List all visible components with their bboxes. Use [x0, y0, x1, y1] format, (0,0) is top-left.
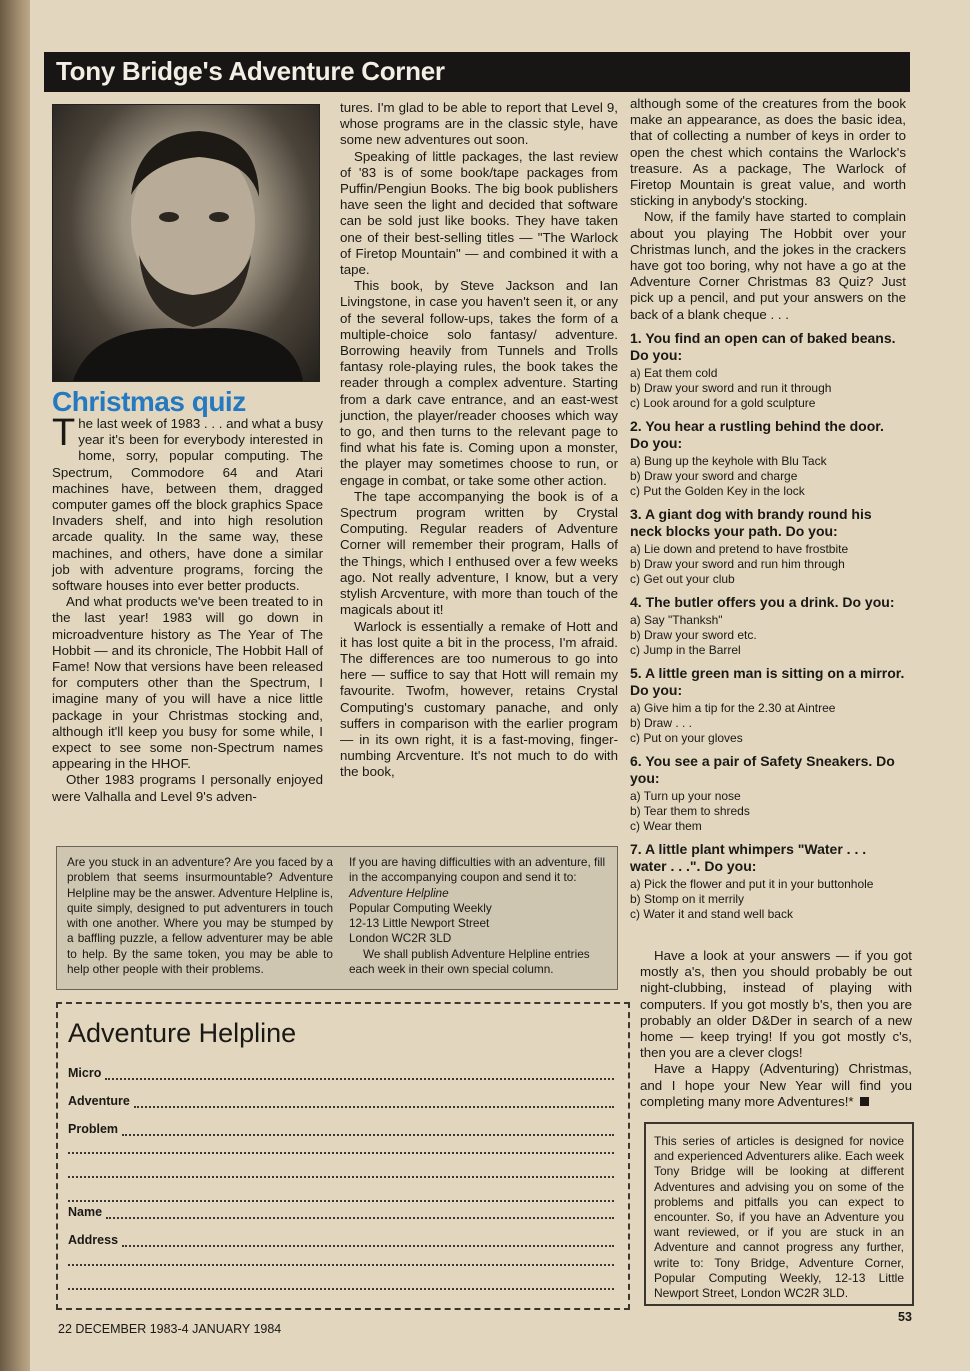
quiz-conclusion [640, 948, 912, 1110]
paragraph: The tape accompanying the book is of a Spectrum program written by Crystal Computing. Regular readers of Adventure Corner will remember their program, Halls of the Things, which I enthused over a few weeks ago. Not really adventure, I know, but a very stylish Arcventure, with more than touch of the magicals about it! [340, 488, 618, 618]
answer-option: c) Put on your gloves [630, 730, 743, 745]
article-column-1 [52, 412, 323, 805]
quiz-question [630, 594, 906, 658]
question-text: 3. A giant dog with brandy round his neck blocks your path. Do you: [630, 505, 872, 539]
helpline-intro: Are you stuck in an adventure? Are you faced by a problem that seems insurmountable? Adventure Helpline may be the answer. Adventure Helpline is, quite simply, designed to put adventurers in touch with one another. Where you may be stumped by a baffling puzzle, a fellow adventurer may be able to help. By the same token, you may be able to help other people with their problems. [67, 855, 333, 977]
series-note-box [644, 1122, 914, 1306]
paragraph: Have a look at your answers — if you got mostly a's, then you should probably be out night-clubbing, instead of playing with computers. If you got mostly b's, then you are probably an older D&Der in search of a new home — keep trying! If you got mostly c's, then you are a clever clogs! [640, 948, 912, 1061]
question-text: 4. The butler offers you a drink. Do you: [630, 593, 895, 610]
coupon-title: Adventure Helpline [68, 1018, 297, 1048]
quiz-list [630, 330, 906, 922]
article-column-2 [340, 100, 618, 781]
answer-option: c) Put the Golden Key in the lock [630, 483, 805, 498]
question-text: 5. A little green man is sitting on a mirror. Do you: [630, 664, 905, 698]
issue-date: 22 DECEMBER 1983-4 JANUARY 1984 [58, 1322, 282, 1336]
address-line[interactable] [68, 1254, 614, 1266]
series-note: This series of articles is designed for novice and experienced Adventurers alike. Each week Tony Bridge will be looking at different Adventures and advising you on some of the problems and pitfalls you can expect to encounter. So, if you have an Adventure you want reviewed, or if you are stuck in an Adventure and cannot progress any further, write to: Tony Bridge, Adventure Corner, Popular Computing Weekly, 12-13 Little Newport Street, London WC2R 3LD. [654, 1134, 904, 1301]
answer-option: c) Wear them [630, 818, 702, 833]
address-line[interactable] [68, 1278, 614, 1290]
drop-cap: T [52, 412, 76, 454]
quiz-question [630, 330, 906, 411]
answer-option: a) Turn up your nose [630, 788, 741, 803]
answer-option: c) Jump in the Barrel [630, 642, 741, 657]
helpline-info-box [56, 846, 618, 990]
answer-option: c) Look around for a gold sculpture [630, 395, 816, 410]
paragraph: Other 1983 programs I personally enjoyed were Valhalla and Level 9's adven- [52, 772, 323, 804]
page-number: 53 [898, 1310, 912, 1324]
problem-line[interactable] [68, 1190, 614, 1202]
paragraph: The last week of 1983 . . . and what a busy year it's been for everybody interested in home, sorry, popular computing. The Spectrum, Commodore 64 and Atari machines have, between them, dragged computer games off the block graphics Space Invaders shelf, and into high resolution arcade quality. In the same way, these machines, and others, have done a similar job with adventure programs, forcing the software houses into ever better products. [52, 412, 323, 594]
paragraph: tures. I'm glad to be able to report that Level 9, whose programs are in the classic style, have some new adventures out soon. [340, 100, 618, 148]
paragraph: This book, by Steve Jackson and Ian Livingstone, in case you haven't seen it, or any of the several follow-ups, takes the form of a multiple-choice solo fantasy/ adventure. Borrowing heavily from Tunnels and Trolls fantasy role-playing rules, the book takes the reader through a complex adventure. Starting from a dark cave entrance, and an east-west junction, the player/reader chooses which way to go, and then turns to the relevant page to find what his fate is. Coming upon a monster, the player may sometimes choose to run, or engage in combat, or take some other action. [340, 278, 618, 488]
quiz-question [630, 753, 906, 834]
quiz-question [630, 418, 906, 499]
answer-option: b) Draw . . . [630, 715, 693, 730]
problem-line[interactable] [68, 1142, 614, 1154]
answer-option: a) Eat them cold [630, 365, 718, 380]
question-text: 2. You hear a rustling behind the door. Do you: [630, 417, 884, 451]
paragraph: Speaking of little packages, the last review of '83 is of some book/tape packages from Puffin/Pengiun Books. The big book publishers have seen the light and decided that software can be sold just like books. They have taken one of their best-selling titles — "The Warlock of Firetop Mountain" — and combined it with a tape. [340, 148, 618, 278]
helpline-instructions: If you are having difficulties with an adventure, fill in the accompanying coupon and send it to: Adventure Helpline Popular Computing Weekly 12-13 Little Newport Street London WC2R 3LD We shall publish Adventure Helpline entries each week in their own special column. [349, 855, 606, 977]
problem-line[interactable] [68, 1166, 614, 1178]
question-text: 1. You find an open can of baked beans. Do you: [630, 329, 896, 363]
paragraph: And what products we've been treated to in the last year! 1983 will go down in microadventure history as The Year of The Hobbit — and its chronicle, The Hobbit Hall of Fame! Now that versions have been released for computers other than the Spectrum, I imagine many of you will have a nice little package in your Christmas stocking and, although it'll keep you busy for some while, I expect to see some non-Spectrum names appearing in the HHOF. [52, 594, 323, 772]
article-column-3 [630, 96, 906, 922]
address-field[interactable]: Address [68, 1231, 614, 1247]
answer-option: a) Give him a tip for the 2.30 at Aintree [630, 700, 836, 715]
adventure-field[interactable]: Adventure [68, 1092, 614, 1108]
question-text: 6. You see a pair of Safety Sneakers. Do you: [630, 752, 895, 786]
answer-option: a) Pick the flower and put it in your buttonhole [630, 876, 874, 891]
paragraph: although some of the creatures from the book make an appearance, as does the basic idea, that of collecting a number of keys in order to open the chest which contains the Warlock's treasure. As a package, The Warlock of Firetop Mountain is great value, and worth sticking in anybody's stocking. [630, 96, 906, 209]
quiz-question [630, 506, 906, 587]
answer-option: a) Say "Thanksh" [630, 612, 723, 627]
helpline-coupon [56, 1002, 630, 1310]
problem-field[interactable]: Problem [68, 1120, 614, 1136]
quiz-question [630, 665, 906, 746]
banner-title: Tony Bridge's Adventure Corner [56, 56, 445, 86]
answer-option: a) Lie down and pretend to have frostbite [630, 541, 849, 556]
column-banner [44, 52, 910, 92]
paragraph: Have a Happy (Adventuring) Christmas, and I hope your New Year will find you completing many more Adventures!* [640, 1061, 912, 1109]
answer-option: b) Draw your sword and run it through [630, 380, 832, 395]
answer-option: c) Get out your club [630, 571, 735, 586]
answer-option: a) Bung up the keyhole with Blu Tack [630, 453, 827, 468]
answer-option: b) Draw your sword and run him through [630, 556, 845, 571]
name-field[interactable]: Name [68, 1203, 614, 1219]
author-photo [52, 104, 320, 382]
end-mark-icon [860, 1097, 869, 1106]
answer-option: b) Draw your sword and charge [630, 468, 798, 483]
paragraph: Warlock is essentially a remake of Hott and it has lost quite a bit in the process, I'm afraid. The differences are too numerous to go into here — suffice to say that Hott will remain my favourite. Twofm, however, retains Crystal Computing's customary panache, and only suffers in comparison with the earlier program — in its own right, it is a fast-moving, finger-numbing Arcventure. It's not much to do with the book, [340, 618, 618, 780]
article-title: Christmas quiz [52, 386, 246, 417]
answer-option: b) Stomp on it merrily [630, 891, 745, 906]
paragraph: Now, if the family have started to complain about you playing The Hobbit over your Christmas lunch, and the jokes in the crackers have got too boring, why not have a go at the Adventure Corner Christmas 83 Quiz? Just pick up a pencil, and put your answers on the back of a blank cheque . . . [630, 209, 906, 322]
answer-option: b) Tear them to shreds [630, 803, 750, 818]
quiz-question [630, 841, 906, 922]
answer-option: c) Water it and stand well back [630, 906, 793, 921]
answer-option: b) Draw your sword etc. [630, 627, 757, 642]
question-text: 7. A little plant whimpers "Water . . . water . . .". Do you: [630, 840, 867, 874]
micro-field[interactable]: Micro [68, 1064, 614, 1080]
